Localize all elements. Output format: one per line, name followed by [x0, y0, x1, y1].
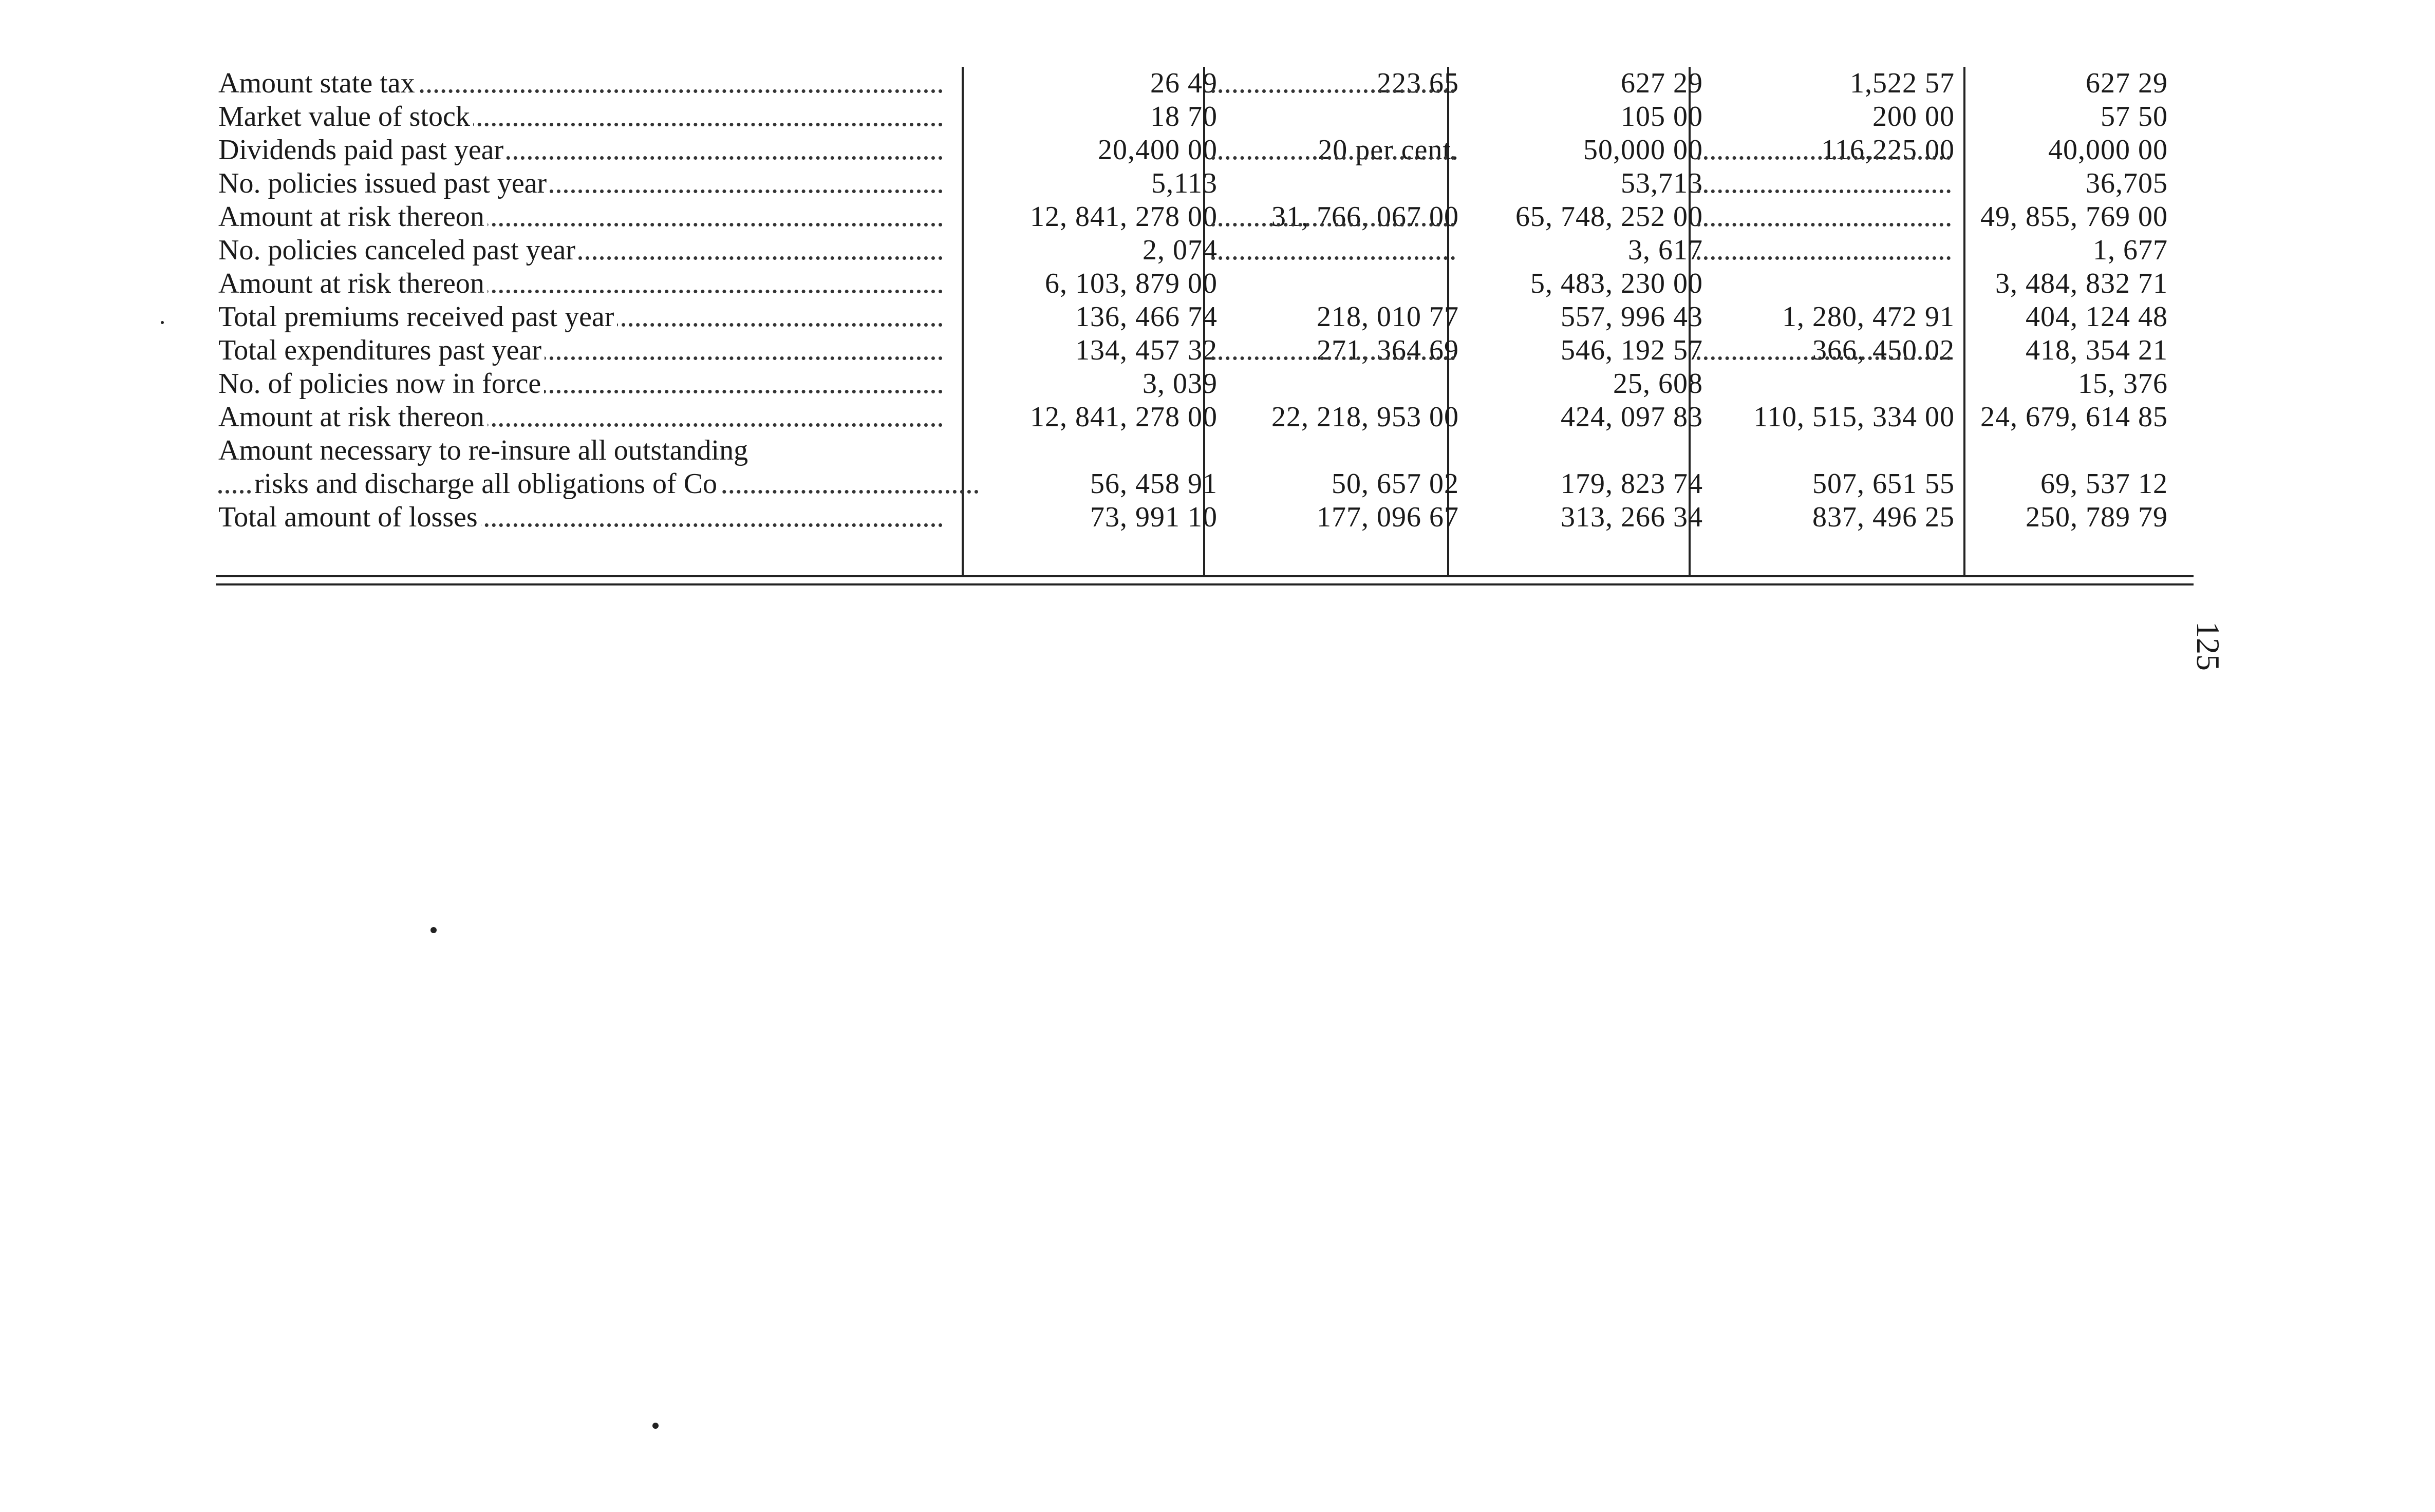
table-cell: 2, 074 [1142, 234, 1218, 266]
table-cell: 223 65 [1377, 67, 1459, 99]
table-cell: 404, 124 48 [2026, 301, 2168, 333]
table-cell: 1,522 57 [1850, 67, 1955, 99]
table-row [218, 134, 2196, 167]
table-cell: 507, 651 55 [1812, 468, 1955, 500]
table-row [218, 167, 2196, 200]
table-cell: 49, 855, 769 00 [1980, 201, 2168, 233]
table-cell: 3, 484, 832 71 [1995, 268, 2168, 299]
table-cell: 22, 218, 953 00 [1271, 401, 1459, 433]
table-row [218, 300, 2196, 334]
table-cell: 366, 450 02 [1812, 334, 1955, 366]
table-cell: 3, 039 [1142, 368, 1218, 400]
row-label: No. of policies now in force [218, 367, 953, 401]
table-cell: 53,713 [1621, 167, 1703, 199]
table-cell: 557, 996 43 [1561, 301, 1703, 333]
table-row [218, 234, 2196, 267]
table-cell: 24, 679, 614 85 [1980, 401, 2168, 433]
table-cell: 546, 192 57 [1561, 334, 1703, 366]
table-row [218, 100, 2196, 134]
table-cell: 26 49 [1150, 67, 1218, 99]
table-cell: 837, 496 25 [1812, 501, 1955, 533]
table-cell: 136, 466 74 [1075, 301, 1218, 333]
table-row [218, 501, 2196, 534]
table-cell: 116,225 00 [1821, 134, 1955, 166]
table-cell: 1, 677 [2093, 234, 2168, 266]
table-row [218, 401, 2196, 434]
table-cell: 218, 010 77 [1317, 301, 1459, 333]
table-row [218, 367, 2196, 401]
table-cell: 5,113 [1151, 167, 1218, 199]
table-cell: 15, 376 [2078, 368, 2168, 400]
table-cell: 31, 766, 067 00 [1271, 201, 1459, 233]
page-number: 125 [2190, 621, 2226, 671]
table-cell: 5, 483, 230 00 [1530, 268, 1703, 299]
table-cell: 271, 364 69 [1317, 334, 1459, 366]
table-cell: 1, 280, 472 91 [1782, 301, 1955, 333]
table-cell: 56, 458 91 [1090, 468, 1218, 500]
table-cell: 418, 354 21 [2026, 334, 2168, 366]
table-cell: 73, 991 10 [1090, 501, 1218, 533]
row-label: Total amount of losses [218, 501, 953, 534]
table-cell: 65, 748, 252 00 [1515, 201, 1703, 233]
table-cell: 250, 789 79 [2026, 501, 2168, 533]
table-cell: 40,000 00 [2048, 134, 2168, 166]
table-row [218, 467, 2196, 501]
table-cell: 3, 617 [1628, 234, 1703, 266]
table-row [218, 267, 2196, 300]
table-cell: 424, 097 83 [1561, 401, 1703, 433]
row-label: No. policies canceled past year [218, 234, 953, 267]
table-cell: 20 per cent. [1318, 134, 1459, 166]
table-cell: 627 29 [2086, 67, 2168, 99]
table-cell: 25, 608 [1613, 368, 1703, 400]
table-cell: 105 00 [1621, 101, 1703, 133]
table-cell: 50, 657 02 [1332, 468, 1459, 500]
table-bottom-rule [216, 583, 2194, 585]
row-label: Market value of stock [218, 100, 953, 134]
row-label: Amount at risk thereon [218, 401, 953, 434]
table-cell: 313, 266 34 [1561, 501, 1703, 533]
table-cell: 12, 841, 278 00 [1030, 401, 1218, 433]
table-cell: 627 29 [1621, 67, 1703, 99]
table-row [218, 334, 2196, 367]
table-row [218, 67, 2196, 100]
scan-speck [430, 927, 437, 933]
row-label: No. policies issued past year [218, 167, 953, 200]
row-label: Amount at risk thereon [218, 267, 953, 300]
table-cell: 110, 515, 334 00 [1753, 401, 1955, 433]
table-cell: 20,400 00 [1098, 134, 1218, 166]
row-label: risks and discharge all obligations of Co [218, 467, 989, 501]
table-cell: 6, 103, 879 00 [1045, 268, 1218, 299]
table-row [218, 200, 2196, 234]
table-bottom-rule [216, 575, 2194, 577]
table-cell: 12, 841, 278 00 [1030, 201, 1218, 233]
table-cell: 200 00 [1872, 101, 1955, 133]
table-row [218, 434, 2196, 467]
table-cell: 18 70 [1150, 101, 1218, 133]
scan-speck [161, 321, 164, 324]
table-cell: 69, 537 12 [2040, 468, 2168, 500]
row-label: Dividends paid past year [218, 134, 953, 167]
table-cell: 57 50 [2101, 101, 2168, 133]
row-label: Amount necessary to re-insure all outstanding [218, 434, 953, 467]
table-cell: 50,000 00 [1583, 134, 1703, 166]
table-cell: 179, 823 74 [1561, 468, 1703, 500]
row-label: Amount at risk thereon [218, 200, 953, 234]
row-label: Total expenditures past year [218, 334, 953, 367]
scan-speck [652, 1423, 659, 1429]
row-label: Total premiums received past year [218, 300, 953, 334]
table-cell: 134, 457 32 [1075, 334, 1218, 366]
table-cell: 177, 096 67 [1317, 501, 1459, 533]
table-cell: 36,705 [2086, 167, 2168, 199]
row-label: Amount state tax [218, 67, 953, 100]
